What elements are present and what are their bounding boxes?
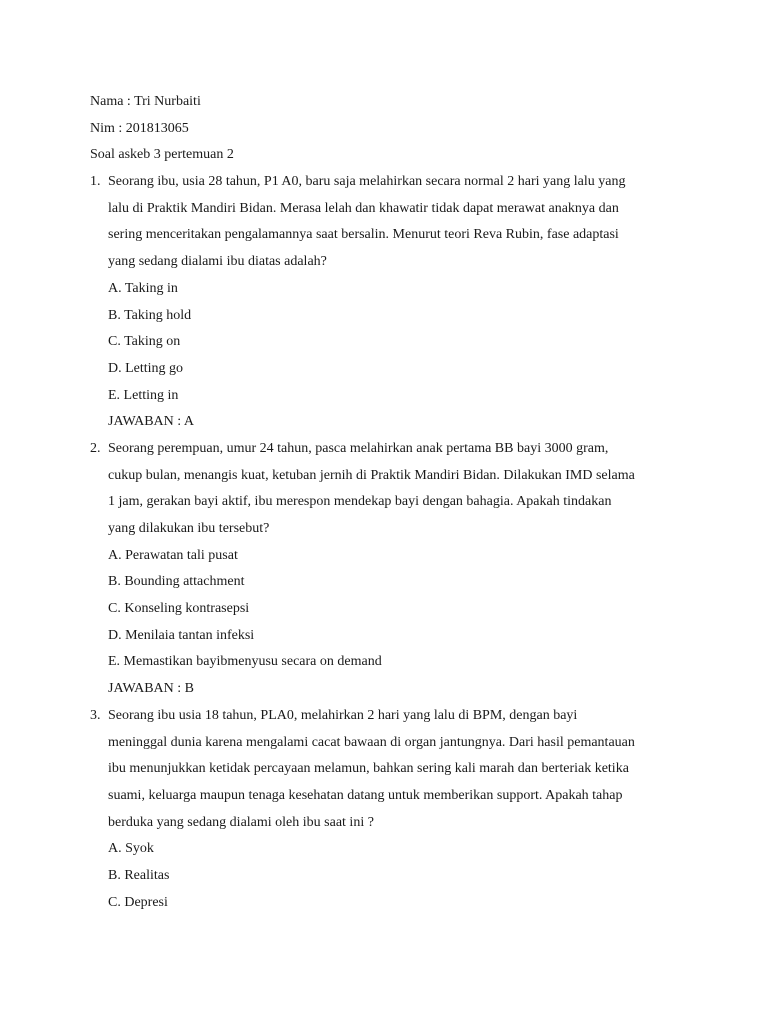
answer-line: JAWABAN : A	[108, 414, 194, 430]
option-a: A. Taking in	[108, 280, 178, 296]
question-text: yang sedang dialami ibu diatas adalah?	[108, 254, 327, 270]
question-line	[90, 436, 690, 463]
option-e: E. Memastikan bayibmenyusu secara on demand	[108, 654, 382, 670]
option-d: D. Letting go	[108, 360, 184, 376]
question-text: cukup bulan, menangis kuat, ketuban jernih di Praktik Mandiri Bidan. Dilakukan IMD selama	[108, 467, 635, 483]
option-a: A. Perawatan tali pusat	[108, 547, 238, 563]
question-text: lalu di Praktik Mandiri Bidan. Merasa lelah dan khawatir tidak dapat merawat anaknya dan	[108, 200, 619, 216]
question-text: Seorang ibu usia 18 tahun, PLA0, melahirkan 2 hari yang lalu di BPM, dengan bayi	[108, 707, 578, 723]
question-text: Seorang perempuan, umur 24 tahun, pasca melahirkan anak pertama BB bayi 3000 gram,	[108, 440, 609, 456]
option-c: C. Taking on	[108, 334, 181, 350]
question-text: yang dilakukan ibu tersebut?	[108, 521, 270, 536]
question-text: ibu menunjukkan ketidak percayaan melamun, bahkan sering kali marah dan berteriak ketika	[108, 761, 629, 777]
question-text: meninggal dunia karena mengalami cacat bawaan di organ jantungnya. Dari hasil pemantauan	[108, 734, 635, 750]
question-number: 3.	[90, 707, 101, 723]
question-number: 1.	[90, 174, 101, 190]
question-number: 2.	[90, 440, 101, 456]
option-b: B. Taking hold	[108, 307, 192, 323]
question-text: Seorang ibu, usia 28 tahun, P1 A0, baru saja melahirkan secara normal 2 hari yang lalu yang	[108, 174, 626, 190]
question-2	[90, 436, 690, 703]
question-1	[90, 169, 690, 436]
question-text: 1 jam, gerakan bayi aktif, ibu merespon mendekap bayi dengan bahagia. Apakah tindakan	[108, 494, 612, 510]
option-b: B. Bounding attachment	[108, 574, 245, 590]
question-line	[90, 703, 690, 730]
question-3	[90, 703, 690, 917]
question-text: sering menceritakan pengalamannya saat bersalin. Menurut teori Reva Rubin, fase adaptasi	[108, 227, 619, 243]
answer-line: JAWABAN : B	[108, 681, 194, 697]
nim-line: Nim : 201813065	[90, 120, 189, 136]
document-content	[90, 89, 690, 916]
question-text: suami, keluarga maupun tenaga kesehatan datang untuk memberikan support. Apakah tahap	[108, 787, 623, 803]
option-c: C. Konseling kontrasepsi	[108, 601, 250, 617]
option-d: D. Menilaia tantan infeksi	[108, 627, 255, 643]
question-text: berduka yang sedang dialami oleh ibu saat ini ?	[108, 814, 374, 830]
option-c: C. Depresi	[108, 894, 168, 910]
option-e: E. Letting in	[108, 387, 179, 403]
question-line	[90, 169, 690, 196]
option-a: A. Syok	[108, 841, 154, 857]
option-b: B. Realitas	[108, 867, 170, 883]
nama-line: Nama : Tri Nurbaiti	[90, 94, 201, 109]
soal-title: Soal askeb 3 pertemuan 2	[90, 147, 234, 163]
